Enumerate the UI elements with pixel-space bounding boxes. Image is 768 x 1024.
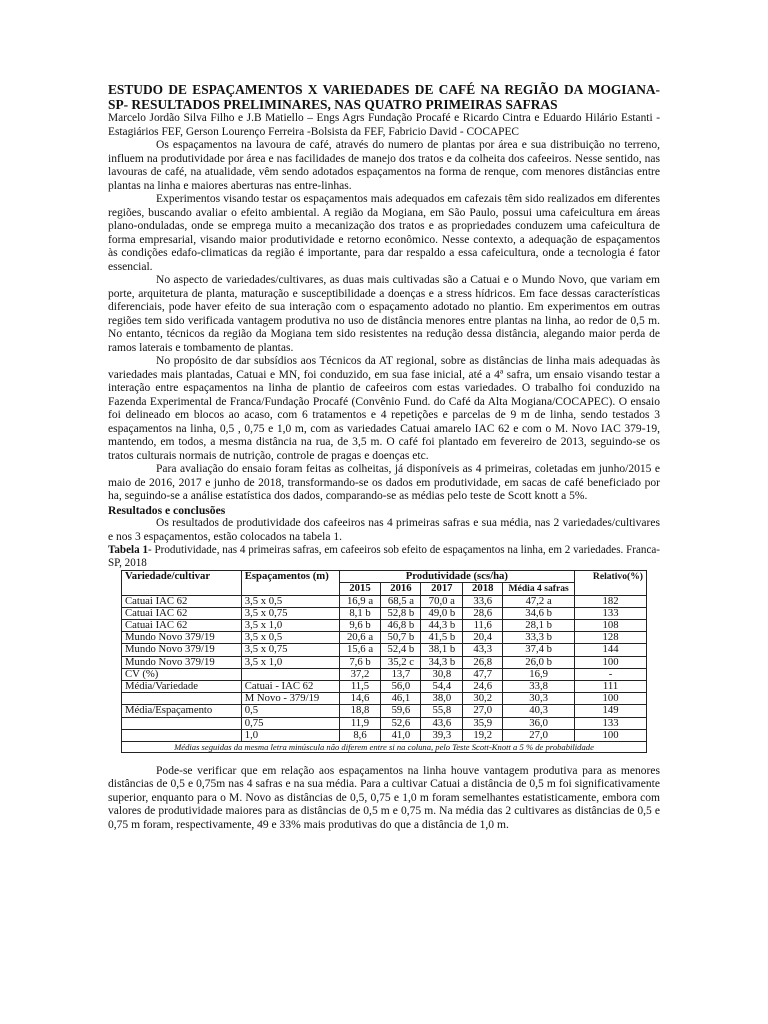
table-cell: 20,6 a <box>339 632 381 644</box>
table-cell: 19,2 <box>463 729 503 741</box>
body-paragraph-1: Os espaçamentos na lavoura de café, através do numero de plantas por área e sua distribuição no terreno, influem na produtividade por área e nas facilidades de manejo dos tratos e da colheita dos cafeeiros. Nesse sentido, nas lavouras de café, na atualidade, vêm sendo adotados espaçamentos na forma de renque, com menores distâncias entre plantas na linha e maiores aberturas nas entre-linhas. <box>108 139 660 192</box>
table-cell: 13,7 <box>381 668 421 680</box>
table-cell: 128 <box>575 632 647 644</box>
table-cell: 182 <box>575 595 647 607</box>
table-cell: 34,3 b <box>421 656 463 668</box>
table-cell: 68,5 a <box>381 595 421 607</box>
table-cell: 46,8 b <box>381 619 421 631</box>
table-cell: Catuai IAC 62 <box>122 607 242 619</box>
table-cell: 3,5 x 0,5 <box>241 595 339 607</box>
table-cell: 16,9 a <box>339 595 381 607</box>
table-row <box>122 717 647 729</box>
table-cell: Mundo Novo 379/19 <box>122 632 242 644</box>
table-cell: 36,0 <box>503 717 575 729</box>
table-cell: 100 <box>575 693 647 705</box>
table-cell: - <box>575 668 647 680</box>
table-cell: 1,0 <box>241 729 339 741</box>
body-paragraph-5: Para avaliação do ensaio foram feitas as colheitas, já disponíveis as 4 primeiras, coletadas em junho/2015 e maio de 2016, 2017 e junho de 2018, transformando-se os dados em produtividade, em sacas de café beneficiado por ha, seguindo-se a análise estatística dos dados, comparando-se as médias pelo teste de Scott knott a 5%. <box>108 463 660 503</box>
table-cell: 24,6 <box>463 680 503 692</box>
table-row <box>122 729 647 741</box>
table-cell: CV (%) <box>122 668 242 680</box>
table-row <box>122 656 647 668</box>
table-cell: 41,5 b <box>421 632 463 644</box>
table-cell: 47,2 a <box>503 595 575 607</box>
table-cell: 59,6 <box>381 705 421 717</box>
productivity-table <box>121 570 647 753</box>
table-cell: 3,5 x 1,0 <box>241 619 339 631</box>
table-cell: 3,5 x 1,0 <box>241 656 339 668</box>
table-cell: 26,8 <box>463 656 503 668</box>
table-cell: 20,4 <box>463 632 503 644</box>
table-cell: 35,2 c <box>381 656 421 668</box>
table-cell: 40,3 <box>503 705 575 717</box>
table-cell: 30,8 <box>421 668 463 680</box>
table-cell <box>241 668 339 680</box>
table-cell: 27,0 <box>463 705 503 717</box>
table-row <box>122 595 647 607</box>
table-row <box>122 607 647 619</box>
header-year-2015: 2015 <box>339 583 381 595</box>
table-cell: 8,6 <box>339 729 381 741</box>
table-cell: 54,4 <box>421 680 463 692</box>
table-cell: 33,3 b <box>503 632 575 644</box>
table-cell: 11,6 <box>463 619 503 631</box>
table-cell: 11,9 <box>339 717 381 729</box>
table-footnote: Médias seguidas da mesma letra minúscula não diferem entre si na coluna, pelo Teste Scott-Knott a 5 % de probabilidade <box>122 741 647 752</box>
table-cell: 41,0 <box>381 729 421 741</box>
table-cell: 35,9 <box>463 717 503 729</box>
table-cell: 28,6 <box>463 607 503 619</box>
table-cell: 14,6 <box>339 693 381 705</box>
header-productivity: Produtividade (scs/ha) <box>339 571 575 583</box>
table-row <box>122 705 647 717</box>
table-row <box>122 632 647 644</box>
header-year-2016: 2016 <box>381 583 421 595</box>
table-cell: Catuai IAC 62 <box>122 619 242 631</box>
table-cell: Catuai - IAC 62 <box>241 680 339 692</box>
table-cell: 3,5 x 0,75 <box>241 644 339 656</box>
table-header-row-1 <box>122 571 647 583</box>
body-paragraph-4: No propósito de dar subsídios aos Técnicos da AT regional, sobre as distâncias de linha mais adequadas às variedades mais plantadas, Catuai e MN, foi conduzido, em sua fase inicial, até a 4ª safra, um ensaio visando testar a interação entre espaçamentos na linha de plantio de cafeeiros com estas variedades. O trabalho foi conduzido na Fazenda Experimental de Franca/Fundação Procafé (Convênio Fund. do Café da Alta Mogiana/COCAPEC). O ensaio foi delineado em blocos ao acaso, com 6 tratamentos e 4 repetições e parcelas de 9 m de linha, sendo testados 3 espaçamentos na linha, 0,5 , 0,75 e 1,0 m, com as variedades Catuai amarelo IAC 62 e com o M. Novo IAC 379-19, mantendo, em todos, a mesma distância na rua, de 3,5 m. O café foi plantado em fevereiro de 2013, seguindo-se os tratos culturais normais de nutrição, controle de pragas e doenças etc. <box>108 355 660 462</box>
table-cell: 49,0 b <box>421 607 463 619</box>
body-paragraph-2: Experimentos visando testar os espaçamentos mais adequados em cafezais têm sido realizados em diferentes regiões, buscando avaliar o efeito ambiental. A região da Mogiana, em São Paulo, possui uma cafeicultura em áreas plano-onduladas, onde se emprega muito a mecanização dos tratos e as propriedades conduzem uma cafeicultura de forma empresarial, visando maior produtividade e retorno econômico. Nesse contexto, a adequação de espaçamentos às condições edafo-climaticas da região é importante, para dar respaldo a essa cafeicultura, onde a tecnologia é fator essencial. <box>108 193 660 273</box>
table-cell: 8,1 b <box>339 607 381 619</box>
table-row <box>122 668 647 680</box>
table-cell: 43,6 <box>421 717 463 729</box>
author-line: Marcelo Jordão Silva Filho e J.B Matiello – Engs Agrs Fundação Procafé e Ricardo Cintra e Eduardo Hilário Estanti - Estagiários FEF, Gerson Lourenço Ferreira -Bolsista da FEF, Fabricio David - COCAPEC <box>108 112 660 138</box>
table-cell: 33,8 <box>503 680 575 692</box>
table-cell: Catuai IAC 62 <box>122 595 242 607</box>
table-row <box>122 619 647 631</box>
table-cell: 34,6 b <box>503 607 575 619</box>
table-cell: 37,4 b <box>503 644 575 656</box>
header-mean-4: Média 4 safras <box>503 583 575 595</box>
table-cell: 0,5 <box>241 705 339 717</box>
table-cell: 52,8 b <box>381 607 421 619</box>
table-cell: 108 <box>575 619 647 631</box>
table-cell: 3,5 x 0,75 <box>241 607 339 619</box>
table-cell: 144 <box>575 644 647 656</box>
body-paragraph-3: No aspecto de variedades/cultivares, as duas mais cultivadas são a Catuai e o Mundo Novo, que variam em porte, arquitetura de planta, maturação e susceptibilidade a doenças e a stress hídricos. Em face dessas características diferenciais, pode haver efeito de sua interação com o espaçamento adotado no plantio. Em experimentos em outras regiões tem sido verificada vantagem produtiva no uso de distância menores entre plantas na linha, ao redor de 0,5 m. No entanto, técnicos da região da Mogiana tem sido resistentes na redução dessa distância, alegando maior perda de ramos laterais e tombamento de plantas. <box>108 274 660 354</box>
header-year-2018: 2018 <box>463 583 503 595</box>
table-cell: 52,4 b <box>381 644 421 656</box>
table-cell: 18,8 <box>339 705 381 717</box>
table-cell: 56,0 <box>381 680 421 692</box>
table-cell: Mundo Novo 379/19 <box>122 644 242 656</box>
table-cell: 43,3 <box>463 644 503 656</box>
table-cell: Média/Variedade <box>122 680 242 692</box>
results-section <box>108 517 660 544</box>
table-cell: 37,2 <box>339 668 381 680</box>
table-caption <box>108 544 660 570</box>
table-cell: 26,0 b <box>503 656 575 668</box>
table-cell: 111 <box>575 680 647 692</box>
table-cell: 44,3 b <box>421 619 463 631</box>
table-cell: 0,75 <box>241 717 339 729</box>
results-paragraph: Os resultados de produtividade dos cafeeiros nas 4 primeiras safras e sua média, nas 2 variedades/cultivares e nos 3 espaçamentos, estão colocados na tabela 1. <box>108 517 660 543</box>
table-cell: 133 <box>575 717 647 729</box>
conclusion-section <box>108 765 660 833</box>
table-row <box>122 693 647 705</box>
table-cell: 27,0 <box>503 729 575 741</box>
table-cell: 16,9 <box>503 668 575 680</box>
table-caption-label: Tabela 1 <box>108 544 148 557</box>
document-page <box>108 82 660 832</box>
table-cell: 55,8 <box>421 705 463 717</box>
table-cell <box>122 693 242 705</box>
section-heading-results: Resultados e conclusões <box>108 503 226 517</box>
table-cell: 30,2 <box>463 693 503 705</box>
table-body <box>122 595 647 752</box>
table-footnote-row <box>122 741 647 752</box>
table-cell: 70,0 a <box>421 595 463 607</box>
article-title: ESTUDO DE ESPAÇAMENTOS X VARIEDADES DE CAFÉ NA REGIÃO DA MOGIANA-SP- RESULTADOS PRELIMINARES, NAS QUATRO PRIMEIRAS SAFRAS <box>108 82 660 112</box>
table-cell: 9,6 b <box>339 619 381 631</box>
intro-section <box>108 139 660 504</box>
table-cell: 149 <box>575 705 647 717</box>
table-cell: 46,1 <box>381 693 421 705</box>
table-cell: 50,7 b <box>381 632 421 644</box>
table-cell: 7,6 b <box>339 656 381 668</box>
table-row <box>122 644 647 656</box>
table-cell: M Novo - 379/19 <box>241 693 339 705</box>
table-cell <box>122 717 242 729</box>
table-cell: 15,6 a <box>339 644 381 656</box>
table-cell: 28,1 b <box>503 619 575 631</box>
table-cell: 100 <box>575 656 647 668</box>
header-year-2017: 2017 <box>421 583 463 595</box>
table-cell: 47,7 <box>463 668 503 680</box>
table-row <box>122 680 647 692</box>
header-variety: Variedade/cultivar <box>122 571 242 595</box>
table-cell: 11,5 <box>339 680 381 692</box>
table-cell: 133 <box>575 607 647 619</box>
table-cell: Média/Espaçamento <box>122 705 242 717</box>
table-cell: 30,3 <box>503 693 575 705</box>
table-cell: 33,6 <box>463 595 503 607</box>
table-cell <box>122 729 242 741</box>
table-cell: Mundo Novo 379/19 <box>122 656 242 668</box>
table-cell: 100 <box>575 729 647 741</box>
table-cell: 39,3 <box>421 729 463 741</box>
table-cell: 52,6 <box>381 717 421 729</box>
conclusion-paragraph: Pode-se verificar que em relação aos espaçamentos na linha houve vantagem produtiva para as menores distâncias de 0,5 e 0,75m nas 4 safras e na sua média. Para a cultivar Catuai a distância de 0,5 m foi significativamente superior, enquanto para o M. Novo as distâncias de 0,5, 0,75 e 1,0 m foram semelhantes estatisticamente, embora com valores de produtividade maiores para as distâncias de 0,5 m e 0,75 m. Na média das 2 cultivares as distâncias de 0,5 e 0,75 m foram, respectivamente, 49 e 33% mais produtivas do que a distância de 1,0 m. <box>108 764 660 831</box>
table-cell: 38,0 <box>421 693 463 705</box>
table-cell: 38,1 b <box>421 644 463 656</box>
table-cell: 3,5 x 0,5 <box>241 632 339 644</box>
header-relative: Relativo(%) <box>575 571 647 595</box>
table-caption-text: - Produtividade, nas 4 primeiras safras, em cafeeiros sob efeito de espaçamentos na linha, em 2 variedades. Franca-SP, 2018 <box>108 544 660 570</box>
header-spacing: Espaçamentos (m) <box>241 571 339 595</box>
